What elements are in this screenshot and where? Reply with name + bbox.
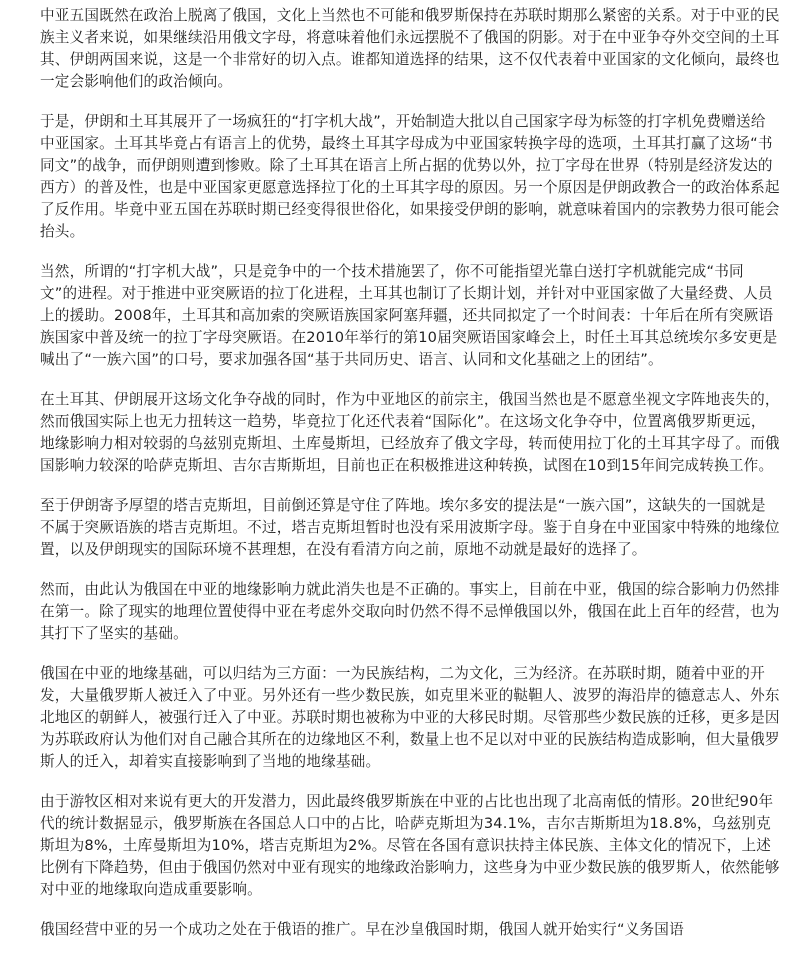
paragraph-4: 在土耳其、伊朗展开这场文化争夺战的同时，作为中亚地区的前宗主，俄国当然也是不愿意坐视文字阵地丧失的，然而俄国实际上也无力扭转这一趋势，毕竟拉丁化还代表着“国际化”。在这场文化争夺中，位置离俄罗斯更远，地缘影响力相对较弱的乌兹别克斯坦、土库曼斯坦，已经放弃了俄文字母，转而使用拉丁化的土耳其字母了。而俄国影响力较深的哈萨克斯坦、吉尔吉斯斯坦，目前也正在积极推进这种转换，试图在10到15年间完成转换工作。: [40, 391, 780, 474]
paragraph-5: 至于伊朗寄予厚望的塔吉克斯坦，目前倒还算是守住了阵地。埃尔多安的提法是“一族六国”，这缺失的一国就是不属于突厥语族的塔吉克斯坦。不过，塔吉克斯坦暂时也没有采用波斯字母。鉴于自身在中亚国家中特殊的地缘位置，以及伊朗现实的国际环境不甚理想，在没有看清方向之前，原地不动就是最好的选择了。: [40, 497, 780, 558]
paragraph-6: 然而，由此认为俄国在中亚的地缘影响力就此消失也是不正确的。事实上，目前在中亚，俄国的综合影响力仍然排在第一。除了现实的地理位置使得中亚在考虑外交取向时仍然不得不忌惮俄国以外，俄国在此上百年的经营，也为其打下了坚实的基础。: [40, 581, 780, 642]
paragraph-2: 于是，伊朗和土耳其展开了一场疯狂的“打字机大战”，开始制造大批以自己国家字母为标签的打字机免费赠送给中亚国家。土耳其毕竟占有语言上的优势，最终土耳其字母成为中亚国家转换字母的选项，土耳其打赢了这场“书同文”的战争，而伊朗则遭到惨败。除了土耳其在语言上所占据的优势以外，拉丁字母在世界（特别是经济发达的西方）的普及性，也是中亚国家更愿意选择拉丁化的土耳其字母的原因。另一个原因是伊朗政教合一的政治体系起了反作用。毕竟中亚五国在苏联时期已经变得很世俗化，如果接受伊朗的影响，就意味着国内的宗教势力很可能会抬头。: [40, 113, 780, 240]
paragraph-8: 由于游牧区相对来说有更大的开发潜力，因此最终俄罗斯族在中亚的占比也出现了北高南低的情形。20世纪90年代的统计数据显示，俄罗斯族在各国总人口中的占比，哈萨克斯坦为34.1%，吉尔吉斯斯坦为18.8%，乌兹别克斯坦为8%，土库曼斯坦为10%，塔吉克斯坦为2%。尽管在各国有意识扶持主体民族、主体文化的情况下，上述比例有下降趋势，但由于俄国仍然对中亚有现实的地缘政治影响力，这些身为中亚少数民族的俄罗斯人，依然能够对中亚的地缘取向造成重要影响。: [40, 793, 780, 898]
paragraph-3: 当然，所谓的“打字机大战”，只是竞争中的一个技术措施罢了，你不可能指望光靠白送打字机就能完成“书同文”的进程。对于推进中亚突厥语的拉丁化进程，土耳其也制订了长期计划，并针对中亚国家做了大量经费、人员上的援助。2008年，土耳其和高加索的突厥语族国家阿塞拜疆，还共同拟定了一个时间表：十年后在所有突厥语族国家中普及统一的拉丁字母突厥语。在2010年举行的第10届突厥语国家峰会上，时任土耳其总统埃尔多安更是喊出了“一族六国”的口号，要求加强各国“基于共同历史、语言、认同和文化基础之上的团结”。: [40, 263, 778, 368]
paragraph-1: 中亚五国既然在政治上脱离了俄国，文化上当然也不可能和俄罗斯保持在苏联时期那么紧密的关系。对于中亚的民族主义者来说，如果继续沿用俄文字母，将意味着他们永远摆脱不了俄国的阴影。对于在中亚争夺外交空间的土耳其、伊朗两国来说，这是一个非常好的切入点。谁都知道选择的结果，这不仅代表着中亚国家的文化倾向，最终也一定会影响他们的政治倾向。: [40, 7, 780, 90]
paragraph-7: 俄国在中亚的地缘基础，可以归结为三方面：一为民族结构，二为文化，三为经济。在苏联时期，随着中亚的开发，大量俄罗斯人被迁入了中亚。另外还有一些少数民族，如克里米亚的鞑靼人、波罗的海沿岸的德意志人、外东北地区的朝鲜人，被强行迁入了中亚。苏联时期也被称为中亚的大移民时期。尽管那些少数民族的迁移，更多是因为苏联政府认为他们对自己融合其所在的边缘地区不利，数量上也不足以对中亚的民族结构造成影响，但大量俄罗斯人的迁入，却着实直接影响到了当地的地缘基础。: [40, 665, 780, 770]
paragraph-9: 俄国经营中亚的另一个成功之处在于俄语的推广。早在沙皇俄国时期，俄国人就开始实行“义务国语: [40, 921, 684, 938]
